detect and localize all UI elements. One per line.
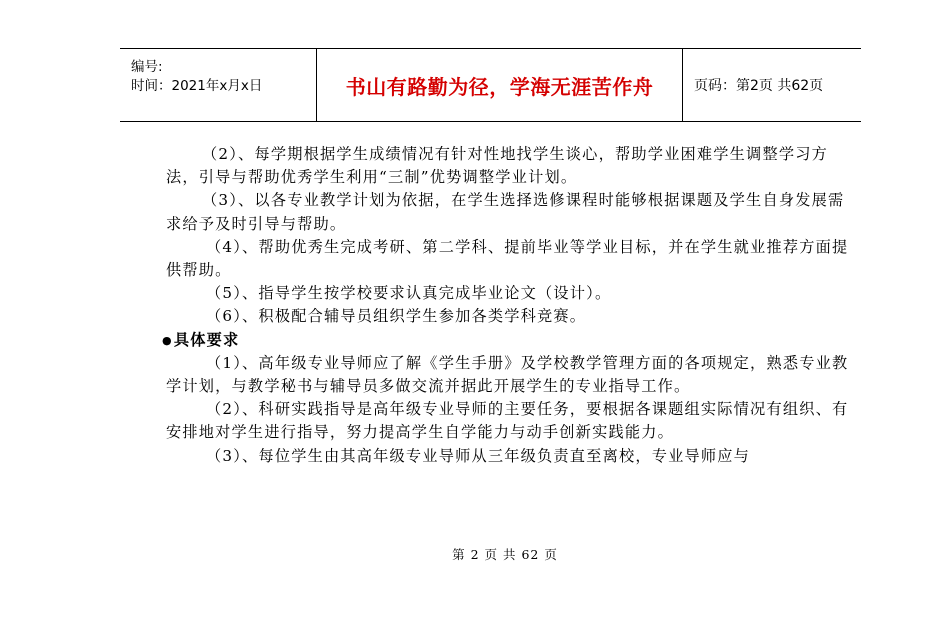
paragraph: （5）、指导学生按学校要求认真完成毕业论文（设计）。 [206,284,612,303]
section-title: 具体要求 [173,330,240,349]
time-label: 时间：2021年x月x日 [131,78,263,94]
header-motto: 书山有路勤为径，学海无涯苦作舟 [317,49,683,121]
page-header [120,48,861,122]
page-footer: 第 2 页 共 62 页 [452,547,558,562]
paragraph: （4）、帮助优秀生完成考研、第二学科、提前毕业等学业目标，并在学生就业推荐方面提供帮助。 [166,237,849,280]
section-heading [162,329,856,352]
paragraph: （2）、每学期根据学生成绩情况有针对性地找学生谈心，帮助学业困难学生调整学习方法，引导与帮助优秀学生利用“三制”优势调整学业计划。 [166,145,828,187]
paragraph: （3）、每位学生由其高年级专业导师从三年级负责直至离校，专业导师应与 [206,446,751,465]
paragraph: （6）、积极配合辅导员组织学生参加各类学科竞赛。 [206,307,587,326]
paragraph: （2）、科研实践指导是高年级专业导师的主要任务，要根据各课题组实际情况有组织、有安排地对学生进行指导，努力提高学生自学能力与动手创新实践能力。 [166,400,849,442]
header-meta [120,49,317,121]
number-label: 编号: [131,59,163,75]
header-page-info: 页码：第2页 共62页 [694,78,824,94]
document-body [162,143,856,468]
paragraph: （3）、以各专业教学计划为依据，在学生选择选修课程时能够根据课题及学生自身发展需求给予及时引导与帮助。 [166,191,845,233]
paragraph: （1）、高年级专业导师应了解《学生手册》及学校教学管理方面的各项规定，熟悉专业教学计划，与教学秘书与辅导员多做交流并据此开展学生的专业指导工作。 [166,353,849,396]
bullet-icon: ● [162,333,173,347]
